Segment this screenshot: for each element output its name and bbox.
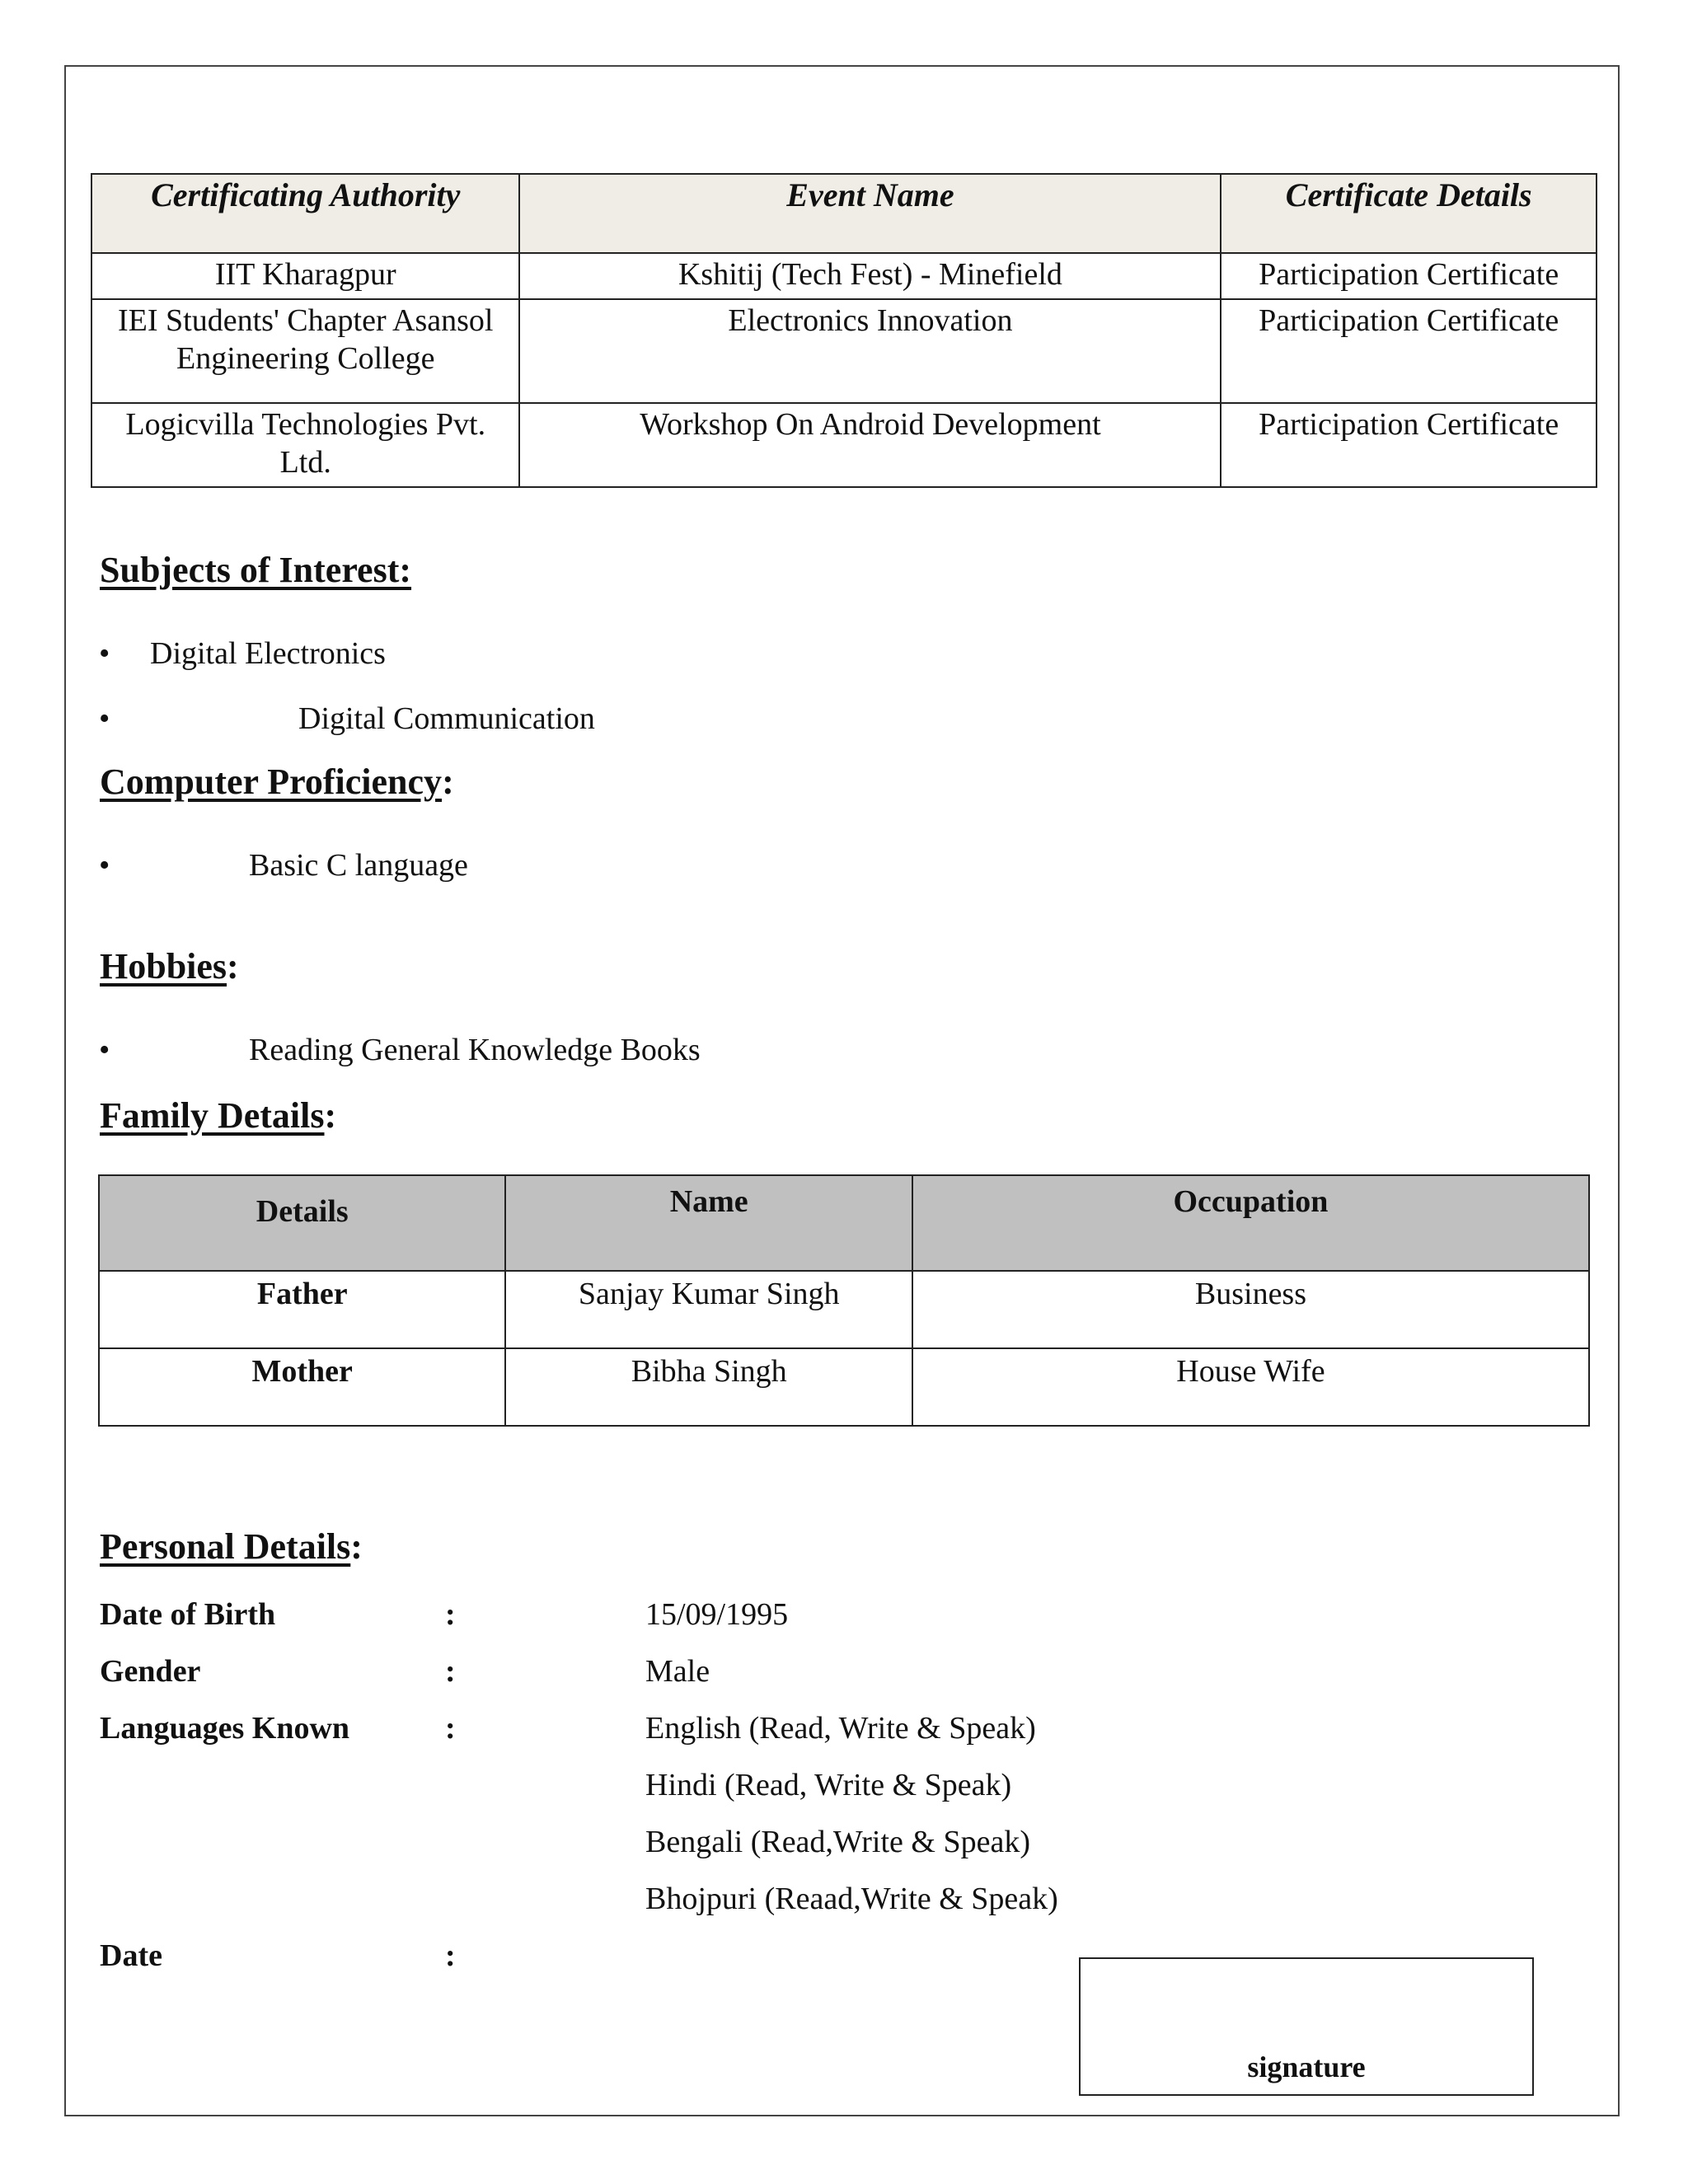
language-item: English (Read, Write & Speak) <box>645 1711 1036 1746</box>
table-cell: Mother <box>99 1348 505 1426</box>
table-cell: Bibha Singh <box>505 1348 912 1426</box>
hobbies-heading: Hobbies: <box>100 946 239 987</box>
column-header: Details <box>99 1175 505 1271</box>
column-header: Name <box>505 1175 912 1271</box>
computer-proficiency-heading: Computer Proficiency: <box>100 762 454 802</box>
language-item: Hindi (Read, Write & Speak) <box>645 1768 1012 1802</box>
language-item: Bengali (Read,Write & Speak) <box>645 1825 1030 1859</box>
table-row <box>91 253 1597 299</box>
bullet-icon: • <box>99 636 110 671</box>
dob-label: Date of Birth <box>100 1597 276 1632</box>
table-cell: Participation Certificate <box>1221 403 1597 487</box>
personal-details-heading: Personal Details: <box>100 1526 363 1567</box>
separator: : <box>445 1711 456 1746</box>
language-item: Bhojpuri (Reaad,Write & Speak) <box>645 1882 1058 1916</box>
table-cell: Logicvilla Technologies Pvt. Ltd. <box>91 403 519 487</box>
table-row <box>99 1271 1589 1348</box>
table-cell: Workshop On Android Development <box>519 403 1221 487</box>
gender-value: Male <box>645 1654 710 1689</box>
column-header: Occupation <box>912 1175 1589 1271</box>
separator: : <box>445 1654 456 1689</box>
signature-box <box>1079 1957 1534 2096</box>
table-cell: Business <box>912 1271 1589 1348</box>
certificates-table <box>91 173 1597 488</box>
table-header-row <box>99 1175 1589 1271</box>
languages-label: Languages Known <box>100 1711 350 1746</box>
table-header-row <box>91 174 1597 253</box>
column-header: Event Name <box>519 174 1221 253</box>
table-cell: Father <box>99 1271 505 1348</box>
table-row <box>91 403 1597 487</box>
column-header: Certificate Details <box>1221 174 1597 253</box>
table-cell: Participation Certificate <box>1221 299 1597 403</box>
signature-label: signature <box>1247 2050 1366 2083</box>
table-cell: House Wife <box>912 1348 1589 1426</box>
table-cell: Sanjay Kumar Singh <box>505 1271 912 1348</box>
separator: : <box>445 1597 456 1632</box>
family-details-heading: Family Details: <box>100 1095 337 1136</box>
subjects-heading: Subjects of Interest: <box>100 550 412 590</box>
family-table <box>98 1174 1590 1427</box>
table-row <box>91 299 1597 403</box>
table-cell: IIT Kharagpur <box>91 253 519 299</box>
table-cell: Electronics Innovation <box>519 299 1221 403</box>
column-header: Certificating Authority <box>91 174 519 253</box>
bullet-icon: • <box>99 1033 110 1067</box>
bullet-icon: • <box>99 701 110 736</box>
dob-value: 15/09/1995 <box>645 1597 789 1632</box>
table-row <box>99 1348 1589 1426</box>
date-label: Date <box>100 1938 162 1973</box>
gender-label: Gender <box>100 1654 201 1689</box>
table-cell: Participation Certificate <box>1221 253 1597 299</box>
table-cell: IEI Students' Chapter Asansol Engineering College <box>91 299 519 403</box>
table-cell: Kshitij (Tech Fest) - Minefield <box>519 253 1221 299</box>
separator: : <box>445 1938 456 1973</box>
bullet-icon: • <box>99 848 110 883</box>
